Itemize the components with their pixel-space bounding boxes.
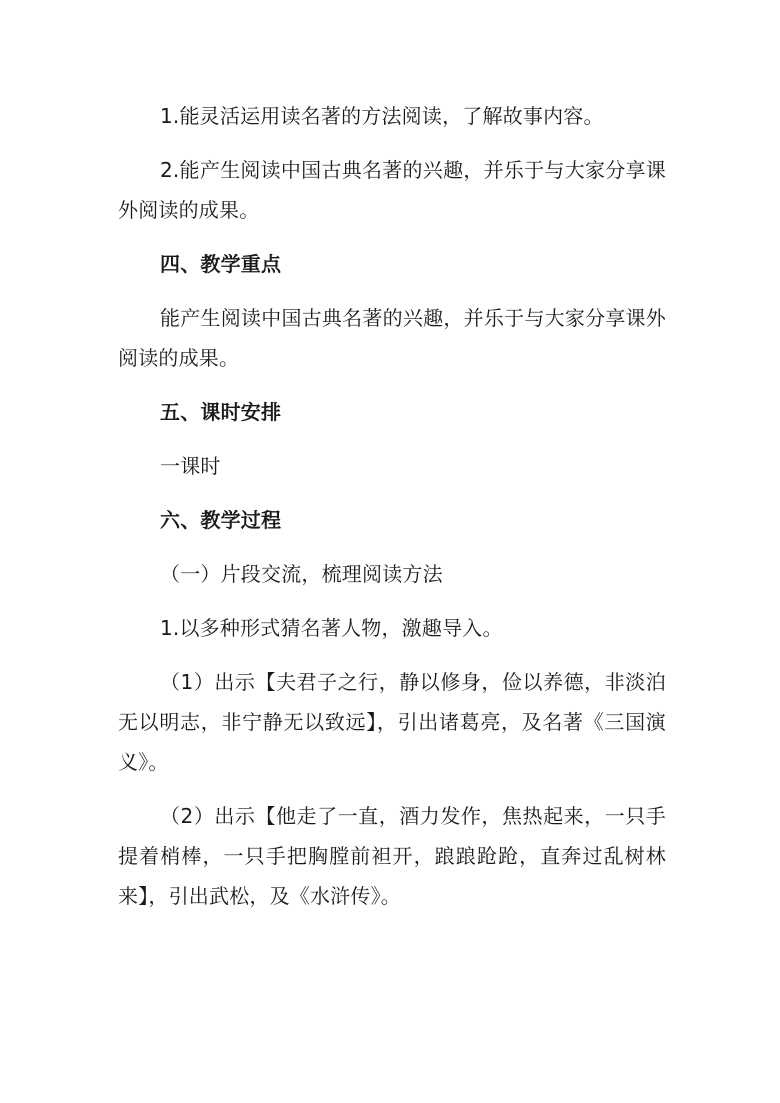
goal-1-paragraph: 1.能灵活运用读名著的方法阅读，了解故事内容。 <box>160 104 604 128</box>
step-1-a-paragraph: （1）出示【夫君子之行，静以修身，俭以养德，非淡泊无以明志，非宁静无以致远】，引出诸葛亮，及名著《三国演义》。 <box>118 670 666 774</box>
document-body <box>118 96 666 930</box>
step-1-paragraph: 1.以多种形式猜名著人物，激趣导入。 <box>160 616 503 640</box>
section-5-heading: 五、课时安排 <box>160 400 282 424</box>
section-5-paragraph: 一课时 <box>160 454 221 478</box>
section-6-heading: 六、教学过程 <box>160 508 282 532</box>
subsection-1-heading: （一）片段交流，梳理阅读方法 <box>160 562 443 586</box>
step-1-b-paragraph: （2）出示【他走了一直，酒力发作，焦热起来，一只手提着梢棒，一只手把胸膛前袒开，踉踉跄跄，直奔过乱树林来】，引出武松，及《水浒传》。 <box>118 804 666 908</box>
goal-2-paragraph: 2.能产生阅读中国古典名著的兴趣，并乐于与大家分享课外阅读的成果。 <box>118 158 666 222</box>
section-4-paragraph: 能产生阅读中国古典名著的兴趣，并乐于与大家分享课外阅读的成果。 <box>118 306 666 370</box>
section-4-heading: 四、教学重点 <box>160 252 282 276</box>
